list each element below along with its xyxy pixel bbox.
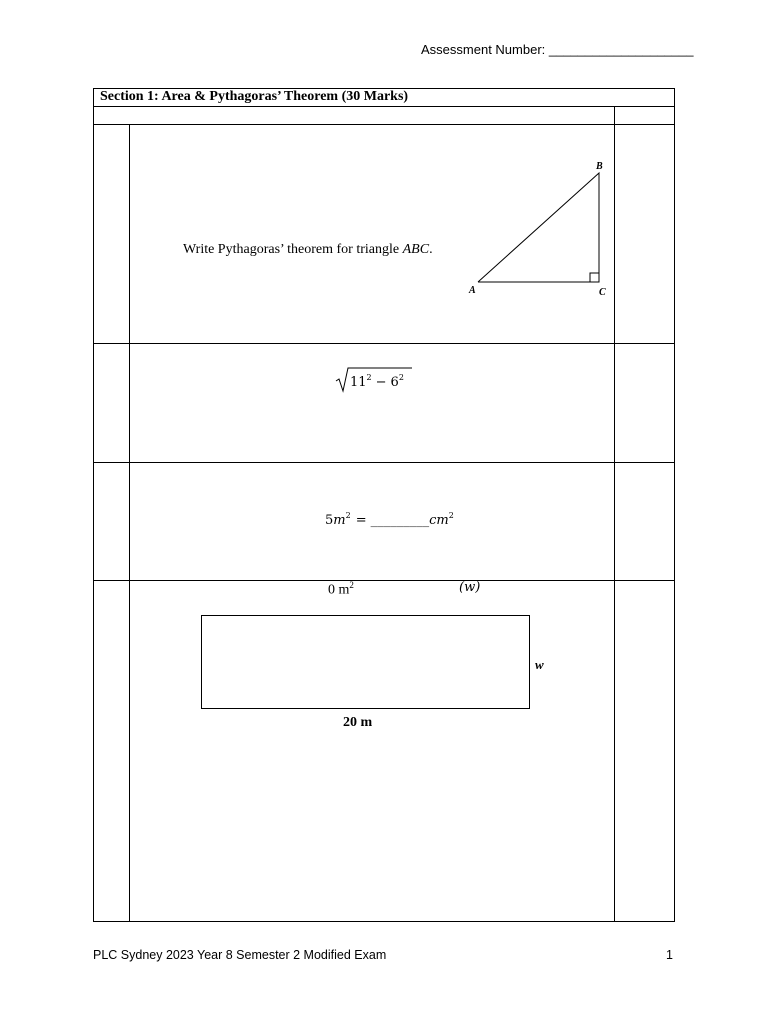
section-table [93,88,675,922]
rectangle-length-label: 20 m [343,715,373,730]
question-1-prefix: Write Pythagoras’ theorem for triangle [183,242,403,257]
question-1-text [183,242,433,258]
number-column-divider [129,124,130,921]
unit-conversion-expression [323,507,483,531]
header-row-divider [94,124,674,125]
section-title: Section 1: Area & Pythagoras’ Theorem (30 Marks) [100,89,409,104]
area-exponent: 2 [349,580,354,590]
assessment-number-label: Assessment Number: ____________________ [421,42,694,57]
rectangle-shape [202,616,530,709]
area-value: 0 m [328,582,350,598]
svg-text:112−62: $11^2 - 6^2$ [350,373,404,390]
vertex-b-label: B [596,161,603,172]
area-value-text [328,580,354,599]
question-2-divider [94,462,674,463]
vertex-c-label: C [599,287,606,298]
footer-exam-name: PLC Sydney 2023 Year 8 Semester 2 Modified Exam [93,948,387,962]
question-1-divider [94,343,674,344]
svg-text:5m2=_________cm2: $5m^2$ = $\_\_\_\_\_\_\_\_\_cm^2$ [325,511,454,528]
square-root-expression [334,365,424,395]
right-triangle-diagram [459,154,619,304]
question-3-divider [94,580,674,581]
rectangle-width-label: w [535,657,544,672]
rectangle-diagram [194,609,554,739]
question-1-suffix: . [429,242,433,257]
footer-page-number: 1 [666,948,673,962]
right-angle-marker [590,273,599,282]
title-row-divider [94,106,674,107]
vertex-a-label: A [469,285,476,296]
width-variable-text: (w) [459,580,481,595]
triangle-outline [478,173,599,282]
triangle-name: ABC [402,242,430,257]
